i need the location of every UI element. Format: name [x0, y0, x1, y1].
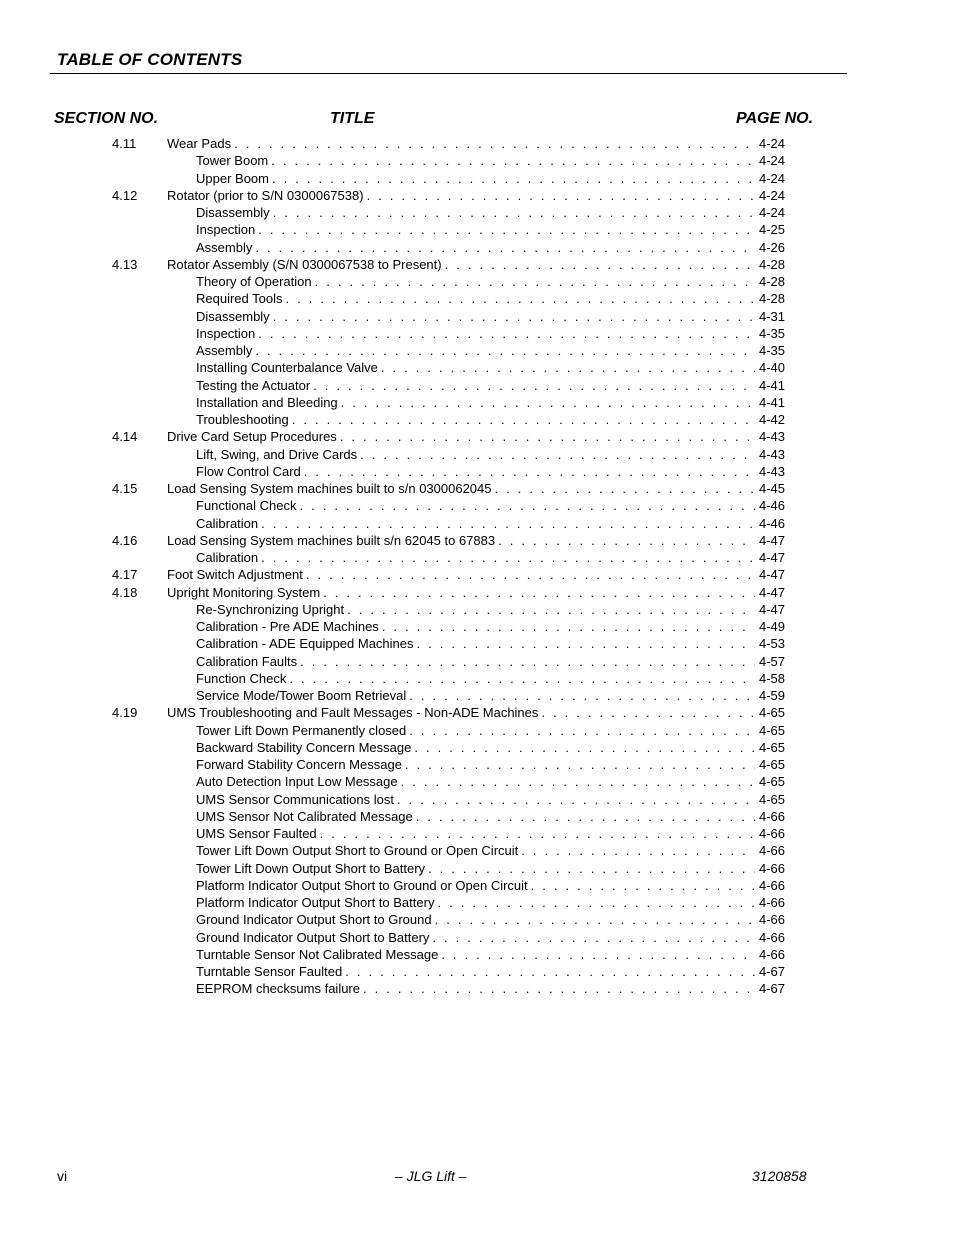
toc-entry-page: 4-65 [758, 791, 785, 807]
toc-entry-title: Installing Counterbalance Valve [196, 360, 378, 376]
toc-dot-leader [234, 135, 755, 152]
toc-entry-page: 4-24 [758, 205, 785, 220]
toc-entry-page: 4-24 [758, 136, 785, 151]
toc-entry-line [196, 463, 785, 480]
toc-subsection-row [0, 342, 954, 359]
toc-dot-leader [273, 204, 755, 221]
toc-entry-page: 4-41 [758, 394, 785, 410]
toc-entry-line [196, 204, 785, 221]
toc-entry-line [196, 618, 785, 635]
toc-subsection-row [0, 549, 954, 566]
toc-entry-line [196, 239, 785, 256]
toc-subsection-row [0, 377, 954, 394]
toc-subsection-row [0, 946, 954, 963]
toc-entry-title: Flow Control Card [196, 463, 301, 479]
toc-entry-title: Platform Indicator Output Short to Battery [196, 895, 435, 910]
toc-dot-leader [437, 894, 755, 911]
toc-dot-leader [299, 497, 755, 514]
toc-entry-title: Calibration Faults [196, 653, 298, 669]
toc-dot-leader [409, 687, 755, 704]
toc-dot-leader [306, 566, 755, 583]
toc-entry-page: 4-66 [758, 946, 785, 962]
toc-entry-title: Required Tools [196, 291, 283, 307]
toc-subsection-row [0, 359, 954, 376]
toc-dot-leader [397, 791, 755, 808]
toc-section-row [0, 428, 954, 445]
toc-entry-line [196, 722, 785, 739]
toc-entry-title: Assembly [196, 343, 253, 358]
toc-entry-title: UMS Sensor Communications lost [196, 791, 394, 807]
toc-subsection-row [0, 290, 954, 307]
toc-entry-line [196, 860, 785, 877]
toc-dot-leader [441, 946, 755, 963]
toc-entry-title: Load Sensing System machines built to s/n 0300062045 [167, 481, 492, 496]
toc-entry-line [196, 756, 785, 773]
toc-entry-page: 4-25 [758, 222, 785, 238]
toc-subsection-row [0, 773, 954, 790]
toc-subsection-row [0, 860, 954, 877]
toc-entry-page: 4-42 [758, 412, 785, 427]
toc-dot-leader [289, 670, 755, 687]
toc-entry-title: Disassembly [196, 205, 270, 220]
toc-dot-leader [401, 773, 755, 790]
toc-dot-leader [340, 428, 755, 445]
toc-dot-leader [255, 239, 755, 256]
toc-entry-line [196, 342, 785, 359]
toc-entry-page: 4-35 [758, 325, 785, 341]
toc-entry-line [196, 359, 785, 376]
toc-entry-page: 4-24 [758, 170, 785, 186]
toc-entry-title: Upright Monitoring System [167, 584, 321, 600]
toc-entry-line [196, 446, 785, 463]
column-header-title: TITLE [330, 110, 375, 127]
toc-dot-leader [292, 411, 755, 428]
toc-section-number: 4.12 [112, 187, 138, 203]
toc-entry-line [196, 842, 785, 859]
toc-dot-leader [320, 825, 755, 842]
toc-entry-line [196, 601, 785, 618]
toc-subsection-row [0, 497, 954, 514]
toc-entry-page: 4-47 [758, 567, 785, 583]
toc-subsection-row [0, 670, 954, 687]
toc-entry-line [196, 791, 785, 808]
toc-entry-title: Re-Synchronizing Upright [196, 601, 345, 617]
toc-dot-leader [255, 342, 755, 359]
toc-subsection-row [0, 980, 954, 997]
toc-dot-leader [435, 911, 755, 928]
toc-entry-page: 4-28 [758, 274, 785, 289]
toc-entry-title: Inspection [196, 325, 256, 341]
toc-entry-title: UMS Sensor Not Calibrated Message [196, 808, 413, 824]
toc-entry-page: 4-65 [758, 705, 785, 721]
toc-entry-page: 4-47 [758, 532, 785, 548]
toc-entry-title: Drive Card Setup Procedures [167, 429, 337, 445]
toc-dot-leader [261, 515, 755, 532]
toc-entry-line [196, 308, 785, 325]
toc-entry-title: Upper Boom [196, 170, 269, 186]
header-divider [50, 73, 847, 74]
toc-entry-page: 4-65 [758, 774, 785, 790]
toc-subsection-row [0, 963, 954, 980]
toc-entry-page: 4-67 [758, 981, 785, 997]
toc-subsection-row [0, 515, 954, 532]
toc-entry-line [196, 290, 785, 307]
toc-entry-line [196, 739, 785, 756]
toc-entry-line [167, 584, 785, 601]
toc-dot-leader [345, 963, 755, 980]
toc-entry-page: 4-43 [758, 446, 785, 462]
toc-entry-title: Auto Detection Input Low Message [196, 774, 398, 790]
toc-entry-page: 4-59 [758, 688, 785, 703]
toc-dot-leader [498, 532, 755, 549]
toc-entry-title: Tower Lift Down Permanently closed [196, 722, 407, 738]
toc-entry-title: Turntable Sensor Not Calibrated Message [196, 946, 439, 962]
toc-entry-page: 4-26 [758, 239, 785, 255]
toc-dot-leader [315, 273, 755, 290]
toc-entry-page: 4-28 [758, 291, 785, 307]
toc-entry-line [196, 894, 785, 911]
toc-entry-title: Service Mode/Tower Boom Retrieval [196, 688, 407, 703]
toc-dot-leader [341, 394, 755, 411]
toc-subsection-row [0, 601, 954, 618]
toc-entry-line [196, 411, 785, 428]
toc-entry-title: Function Check [196, 670, 287, 686]
toc-entry-title: Tower Boom [196, 153, 269, 169]
toc-section-row [0, 256, 954, 273]
toc-entry-page: 4-66 [758, 826, 785, 841]
toc-dot-leader [428, 860, 755, 877]
toc-entry-title: Theory of Operation [196, 274, 312, 289]
toc-subsection-row [0, 756, 954, 773]
toc-entry-title: Foot Switch Adjustment [167, 567, 303, 583]
toc-entry-title: Load Sensing System machines built s/n 62045 to 67883 [167, 532, 496, 548]
toc-section-number: 4.16 [112, 532, 138, 548]
toc-subsection-row [0, 325, 954, 342]
toc-entry-title: Testing the Actuator [196, 377, 311, 393]
toc-dot-leader [405, 756, 755, 773]
toc-subsection-row [0, 911, 954, 928]
toc-entry-title: Troubleshooting [196, 412, 289, 427]
toc-entry-title: Lift, Swing, and Drive Cards [196, 446, 358, 462]
toc-entry-line [196, 325, 785, 342]
toc-entry-title: EEPROM checksums failure [196, 981, 360, 997]
page-header-title: TABLE OF CONTENTS [57, 50, 243, 69]
toc-entry-line [196, 808, 785, 825]
toc-entry-line [196, 980, 785, 997]
toc-entry-line [196, 687, 785, 704]
toc-entry-page: 4-57 [758, 653, 785, 669]
toc-dot-leader [261, 549, 755, 566]
toc-entry-page: 4-47 [758, 601, 785, 617]
toc-entry-page: 4-31 [758, 308, 785, 324]
toc-subsection-row [0, 894, 954, 911]
toc-dot-leader [273, 308, 755, 325]
toc-entry-line [167, 428, 785, 445]
toc-dot-leader [367, 187, 755, 204]
toc-entry-title: Calibration - Pre ADE Machines [196, 619, 379, 634]
toc-dot-leader [382, 618, 755, 635]
toc-entry-page: 4-53 [758, 636, 785, 652]
toc-entry-title: Tower Lift Down Output Short to Battery [196, 860, 426, 876]
toc-entry-line [167, 256, 785, 273]
toc-entry-title: Platform Indicator Output Short to Ground or Open Circuit [196, 877, 528, 893]
toc-subsection-row [0, 308, 954, 325]
toc-entry-page: 4-66 [758, 912, 785, 928]
toc-section-row [0, 480, 954, 497]
toc-section-number: 4.18 [112, 584, 138, 600]
toc-entry-line [196, 515, 785, 532]
toc-entry-page: 4-43 [758, 463, 785, 479]
toc-subsection-row [0, 653, 954, 670]
toc-entry-page: 4-35 [758, 343, 785, 358]
column-header-page: PAGE NO. [736, 110, 814, 127]
toc-entry-title: UMS Troubleshooting and Fault Messages - Non-ADE Machines [167, 705, 539, 721]
toc-dot-leader [323, 584, 755, 601]
toc-subsection-row [0, 273, 954, 290]
toc-entry-line [196, 946, 785, 963]
toc-entry-page: 4-66 [758, 895, 785, 910]
toc-subsection-row [0, 877, 954, 894]
toc-entry-line [196, 825, 785, 842]
toc-dot-leader [272, 170, 755, 187]
toc-entry-page: 4-58 [758, 670, 785, 686]
toc-entry-line [196, 549, 785, 566]
toc-entry-title: Calibration [196, 515, 259, 531]
toc-dot-leader [347, 601, 755, 618]
toc-entry-title: Functional Check [196, 498, 297, 514]
toc-entry-line [196, 670, 785, 687]
toc-entry-line [196, 394, 785, 411]
toc-entry-line [196, 497, 785, 514]
toc-subsection-row [0, 411, 954, 428]
toc-entry-line [196, 635, 785, 652]
toc-section-number: 4.14 [112, 429, 138, 445]
toc-subsection-row [0, 618, 954, 635]
toc-entry-title: Forward Stability Concern Message [196, 757, 402, 772]
toc-entry-line [167, 187, 785, 204]
toc-entry-title: Assembly [196, 239, 253, 255]
toc-dot-leader [258, 325, 755, 342]
toc-entry-page: 4-28 [758, 256, 785, 272]
toc-dot-leader [417, 635, 755, 652]
toc-subsection-row [0, 446, 954, 463]
toc-entry-page: 4-49 [758, 619, 785, 634]
toc-entry-title: Ground Indicator Output Short to Ground [196, 912, 432, 928]
toc-entry-page: 4-65 [758, 739, 785, 755]
toc-subsection-row [0, 463, 954, 480]
toc-entry-page: 4-43 [758, 429, 785, 445]
toc-entry-title: Calibration - ADE Equipped Machines [196, 636, 414, 652]
toc-subsection-row [0, 221, 954, 238]
toc-entry-title: Backward Stability Concern Message [196, 739, 412, 755]
toc-entry-page: 4-66 [758, 929, 785, 945]
toc-subsection-row [0, 791, 954, 808]
toc-dot-leader [313, 377, 755, 394]
toc-section-number: 4.17 [112, 567, 138, 583]
toc-entry-title: Calibration [196, 550, 259, 565]
toc-entry-title: Wear Pads [167, 136, 232, 151]
toc-section-row [0, 584, 954, 601]
toc-entry-page: 4-47 [758, 584, 785, 600]
toc-entry-title: Rotator (prior to S/N 0300067538) [167, 187, 364, 203]
toc-dot-leader [300, 653, 755, 670]
toc-entry-page: 4-67 [758, 964, 785, 979]
toc-list [0, 135, 954, 998]
toc-entry-page: 4-66 [758, 860, 785, 876]
toc-dot-leader [541, 704, 755, 721]
toc-entry-title: Tower Lift Down Output Short to Ground or Open Circuit [196, 843, 519, 859]
toc-entry-line [196, 273, 785, 290]
toc-section-row [0, 187, 954, 204]
toc-dot-leader [495, 480, 755, 497]
toc-dot-leader [521, 842, 755, 859]
toc-section-number: 4.11 [112, 136, 137, 151]
toc-subsection-row [0, 204, 954, 221]
toc-entry-page: 4-24 [758, 153, 785, 169]
toc-entry-title: Disassembly [196, 308, 270, 324]
toc-subsection-row [0, 635, 954, 652]
toc-entry-page: 4-40 [758, 360, 785, 376]
toc-subsection-row [0, 170, 954, 187]
toc-dot-leader [258, 221, 755, 238]
toc-entry-line [167, 480, 785, 497]
toc-entry-page: 4-24 [758, 187, 785, 203]
toc-entry-title: Ground Indicator Output Short to Battery [196, 929, 430, 945]
toc-entry-page: 4-66 [758, 843, 785, 859]
toc-entry-line [196, 653, 785, 670]
footer-brand: – JLG Lift – [395, 1168, 467, 1184]
toc-subsection-row [0, 842, 954, 859]
toc-dot-leader [381, 359, 755, 376]
toc-dot-leader [285, 290, 754, 307]
toc-entry-line [196, 221, 785, 238]
toc-entry-page: 4-65 [758, 757, 785, 772]
toc-entry-page: 4-41 [758, 377, 785, 393]
toc-entry-line [196, 877, 785, 894]
toc-section-row [0, 135, 954, 152]
toc-subsection-row [0, 239, 954, 256]
toc-section-row [0, 532, 954, 549]
toc-entry-line [196, 911, 785, 928]
toc-dot-leader [304, 463, 755, 480]
toc-entry-line [196, 152, 785, 169]
toc-entry-page: 4-46 [758, 498, 785, 514]
toc-entry-line [196, 773, 785, 790]
toc-entry-line [196, 929, 785, 946]
column-header-section: SECTION NO. [54, 110, 159, 127]
toc-dot-leader [360, 446, 755, 463]
toc-dot-leader [432, 929, 755, 946]
toc-entry-page: 4-45 [758, 481, 785, 496]
toc-subsection-row [0, 152, 954, 169]
toc-entry-line [196, 170, 785, 187]
toc-subsection-row [0, 929, 954, 946]
toc-entry-page: 4-47 [758, 550, 785, 565]
toc-dot-leader [363, 980, 755, 997]
toc-entry-line [167, 135, 785, 152]
toc-dot-leader [416, 808, 755, 825]
toc-subsection-row [0, 739, 954, 756]
toc-section-row [0, 704, 954, 721]
toc-entry-title: Inspection [196, 222, 256, 238]
toc-entry-title: UMS Sensor Faulted [196, 826, 317, 841]
toc-section-number: 4.13 [112, 256, 138, 272]
toc-subsection-row [0, 825, 954, 842]
toc-section-number: 4.15 [112, 481, 138, 496]
toc-entry-page: 4-66 [758, 877, 785, 893]
toc-dot-leader [414, 739, 755, 756]
toc-entry-title: Turntable Sensor Faulted [196, 964, 343, 979]
toc-subsection-row [0, 687, 954, 704]
toc-subsection-row [0, 722, 954, 739]
footer-doc-number: 3120858 [752, 1168, 807, 1184]
toc-entry-line [196, 963, 785, 980]
toc-entry-page: 4-66 [758, 808, 785, 824]
toc-subsection-row [0, 394, 954, 411]
toc-subsection-row [0, 808, 954, 825]
toc-section-number: 4.19 [112, 705, 138, 721]
toc-entry-title: Installation and Bleeding [196, 394, 338, 410]
toc-entry-title: Rotator Assembly (S/N 0300067538 to Present) [167, 256, 442, 272]
toc-section-row [0, 566, 954, 583]
toc-entry-line [167, 704, 785, 721]
toc-entry-line [167, 566, 785, 583]
toc-dot-leader [271, 152, 755, 169]
toc-dot-leader [445, 256, 755, 273]
toc-dot-leader [531, 877, 755, 894]
toc-entry-line [196, 377, 785, 394]
footer-page-number: vi [57, 1168, 68, 1184]
toc-entry-page: 4-46 [758, 515, 785, 531]
toc-dot-leader [409, 722, 755, 739]
toc-entry-page: 4-65 [758, 722, 785, 738]
toc-entry-line [167, 532, 785, 549]
